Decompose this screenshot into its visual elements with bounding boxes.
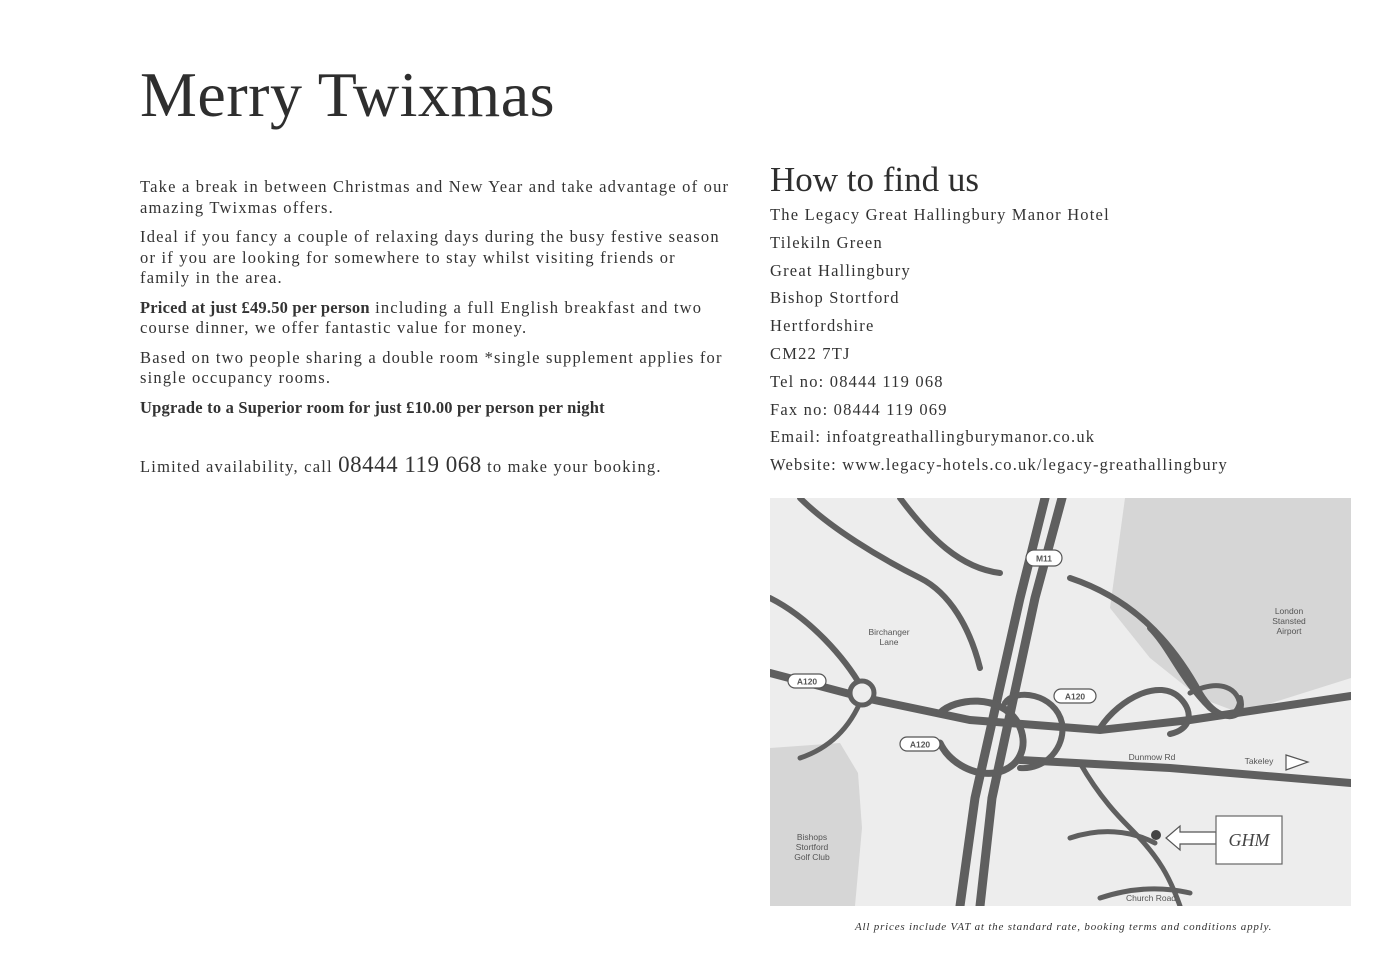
address-block [770, 204, 1228, 482]
price-highlight: Priced at just £49.50 per person [140, 297, 370, 317]
golf-club-label-2: Stortford [795, 842, 829, 852]
price-paragraph [140, 298, 730, 339]
dunmow-road-label: Dunmow Rd [1128, 752, 1176, 762]
availability-line [140, 452, 662, 478]
availability-post: to make your booking. [481, 457, 662, 476]
birchanger-label-2: Lane [879, 637, 899, 647]
how-to-find-us-heading: How to find us [770, 160, 980, 199]
a120-shield-mid [900, 737, 940, 751]
svg-text:A120: A120 [909, 739, 931, 750]
address-county: Hertfordshire [770, 316, 875, 336]
airport-label-2: Stansted [1272, 616, 1306, 626]
map-graphic [770, 498, 1351, 906]
golf-club-label: Bishops [796, 832, 828, 842]
takeley-label: Takeley [1244, 756, 1274, 766]
upgrade-highlight: Upgrade to a Superior room for just £10.00 per person per night [140, 397, 605, 417]
airport-label: London [1274, 606, 1304, 616]
telephone-number: Tel no: 08444 119 068 [770, 371, 944, 391]
svg-text:M11: M11 [1035, 553, 1053, 564]
a120-shield-left [788, 674, 826, 688]
a120-shield-right [1054, 689, 1096, 703]
sharing-paragraph: Based on two people sharing a double room *single supplement applies for single occupancy rooms. [140, 347, 723, 387]
website-link[interactable]: Website: www.legacy-hotels.co.uk/legacy-greathallingbury [770, 455, 1228, 475]
address-line-2: Great Hallingbury [770, 260, 911, 280]
email-address[interactable]: Email: infoatgreathallingburymanor.co.uk [770, 427, 1096, 447]
price-detail: including a full English breakfast and two course dinner, we offer fantastic value for money. [140, 297, 703, 337]
footnote: All prices include VAT at the standard rate, booking terms and conditions apply. [855, 921, 1273, 933]
svg-text:A120: A120 [1064, 691, 1086, 702]
hotel-name: The Legacy Great Hallingbury Manor Hotel [770, 205, 1110, 224]
hotel-logo [1216, 816, 1282, 864]
golf-club-area [770, 743, 862, 906]
fax-number: Fax no: 08444 119 069 [770, 399, 948, 419]
address-line-1: Tilekiln Green [770, 232, 883, 252]
m11-shield [1026, 550, 1062, 566]
golf-club-label-3: Golf Club [794, 852, 830, 862]
svg-text:A120: A120 [796, 676, 818, 687]
upgrade-paragraph [140, 398, 730, 419]
airport-label-3: Airport [1276, 626, 1302, 636]
ideal-paragraph: Ideal if you fancy a couple of relaxing days during the busy festive season or if you are looking for somewhere to stay whilst visiting friends or family in the area. [140, 227, 720, 287]
location-map [770, 498, 1351, 906]
availability-pre: Limited availability, call [140, 457, 339, 476]
address-postcode: CM22 7TJ [770, 343, 851, 363]
birchanger-label: Birchanger [868, 627, 910, 637]
address-town: Bishop Stortford [770, 288, 900, 308]
svg-text:GHM: GHM [1228, 830, 1270, 850]
booking-phone: 08444 119 068 [338, 452, 482, 477]
intro-paragraph: Take a break in between Christmas and New Year and take advantage of our amazing Twixmas offers. [140, 177, 730, 217]
page-title: Merry Twixmas [140, 59, 555, 130]
offer-description [140, 177, 730, 427]
roundabout-icon [850, 681, 874, 705]
church-road-label: Church Road [1125, 893, 1177, 903]
hotel-marker-icon [1151, 830, 1161, 840]
